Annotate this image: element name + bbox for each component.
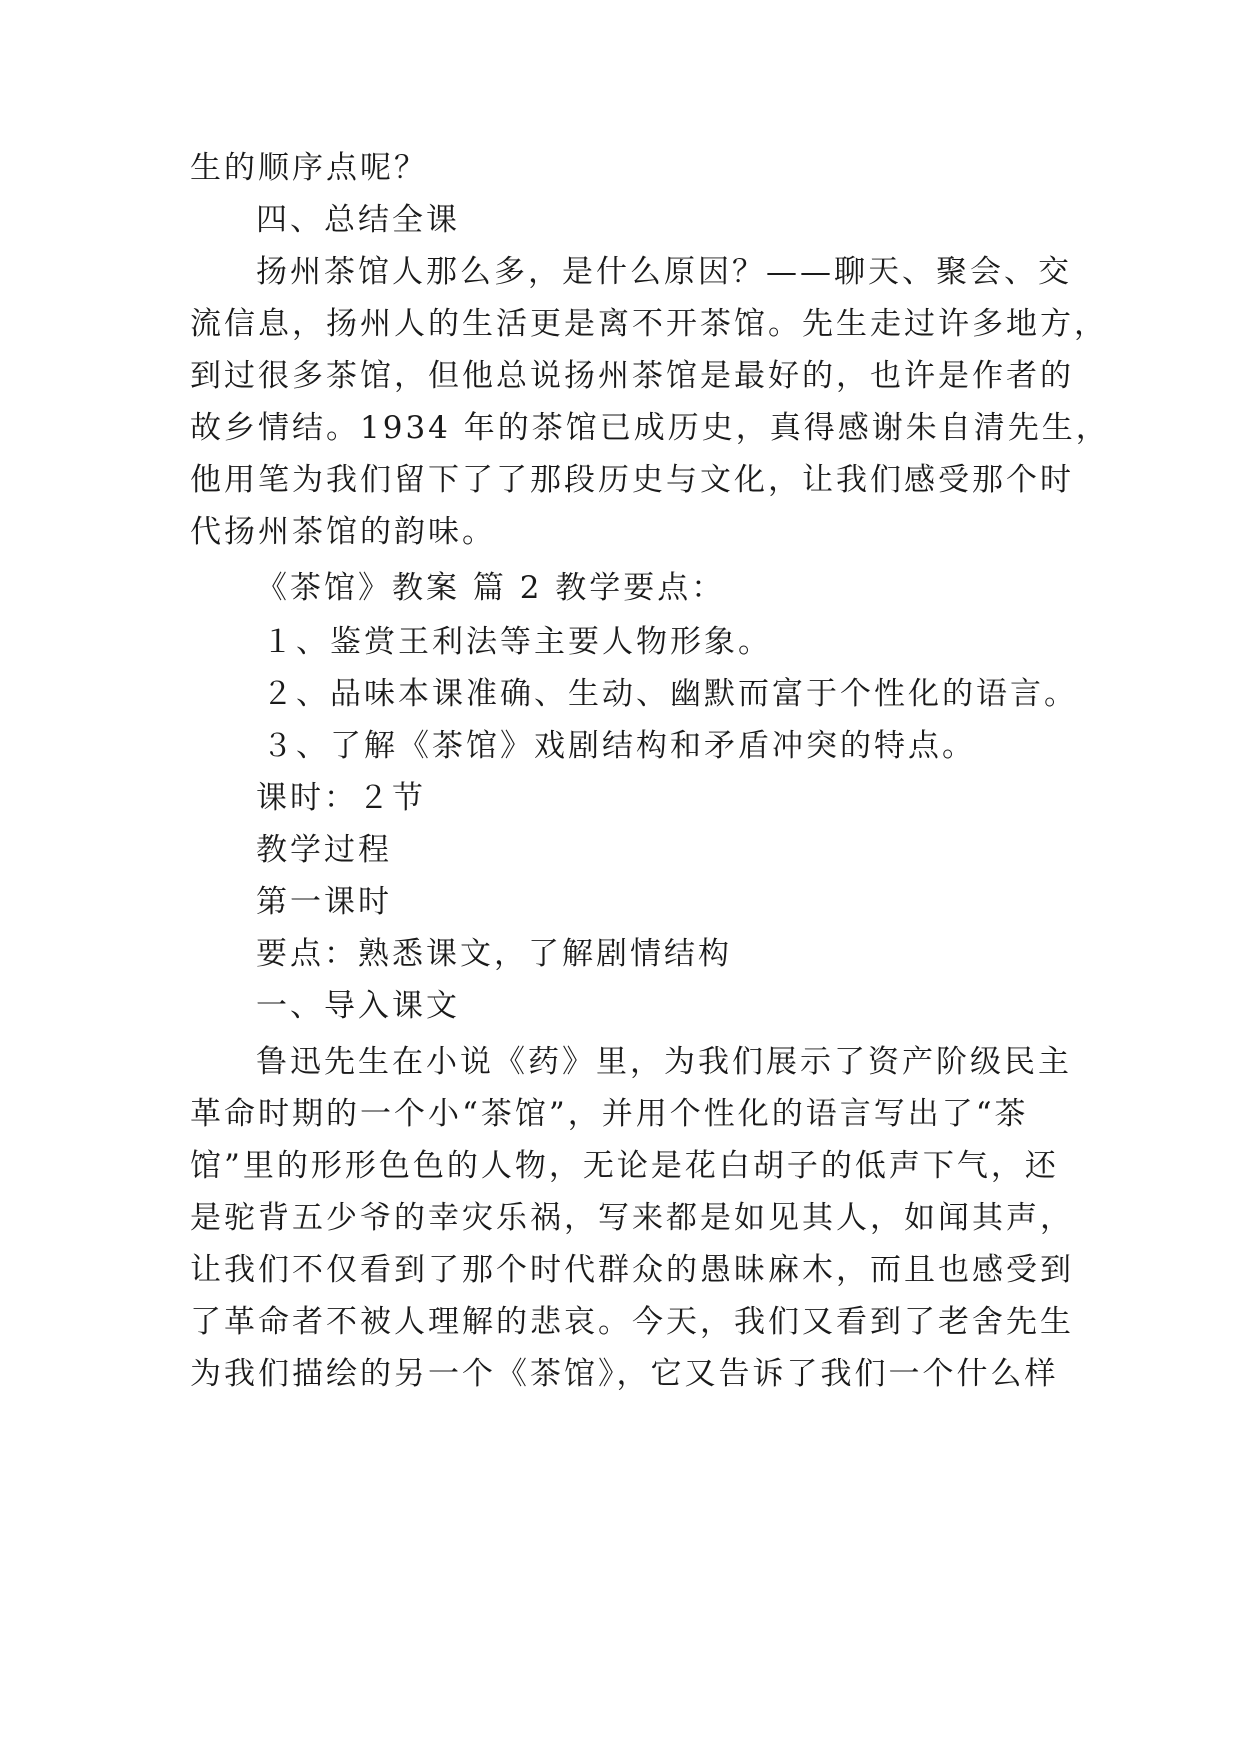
text-line: 他用笔为我们留下了了那段历史与文化，让我们感受那个时 (190, 462, 1074, 498)
text-line: 革命时期的一个小“茶馆”，并用个性化的语言写出了“茶 (190, 1096, 1029, 1132)
lesson-heading: 《茶馆》教案 篇 2 教学要点： (256, 570, 726, 606)
text-line: 课时：２节 (256, 780, 426, 816)
text-line: 馆”里的形形色色的人物，无论是花白胡子的低声下气，还 (190, 1148, 1059, 1184)
text-line: 流信息，扬州人的生活更是离不开茶馆。先生走过许多地方， (190, 306, 1108, 342)
list-item: ３、了解《茶馆》戏剧结构和矛盾冲突的特点。 (262, 728, 976, 764)
text-line: 让我们不仅看到了那个时代群众的愚昧麻木，而且也感受到 (190, 1252, 1074, 1288)
text-line: 鲁迅先生在小说《药》里，为我们展示了资产阶级民主 (256, 1044, 1072, 1080)
text-line: 为我们描绘的另一个《茶馆》，它又告诉了我们一个什么样 (190, 1356, 1059, 1392)
section-heading: 四、总结全课 (256, 202, 460, 238)
text-line: 到过很多茶馆，但他总说扬州茶馆是最好的，也许是作者的 (190, 358, 1074, 394)
text-line: 是驼背五少爷的幸灾乐祸，写来都是如见其人，如闻其声， (190, 1200, 1074, 1236)
text-line: 生的顺序点呢？ (190, 150, 428, 186)
text-line: 了革命者不被人理解的悲哀。今天，我们又看到了老舍先生 (190, 1304, 1074, 1340)
text-line: 故乡情结。1934 年的茶馆已成历史，真得感谢朱自清先生， (190, 410, 1110, 446)
text-line: 要点：熟悉课文，了解剧情结构 (256, 936, 732, 972)
section-heading: 第一课时 (256, 884, 392, 920)
text-line: 代扬州茶馆的韵味。 (190, 514, 496, 550)
list-item: ２、品味本课准确、生动、幽默而富于个性化的语言。 (262, 676, 1078, 712)
section-heading: 一、导入课文 (256, 988, 460, 1024)
section-heading: 教学过程 (256, 832, 392, 868)
list-item: １、鉴赏王利法等主要人物形象。 (262, 624, 772, 660)
text-line: 扬州茶馆人那么多，是什么原因？——聊天、聚会、交 (256, 254, 1072, 290)
